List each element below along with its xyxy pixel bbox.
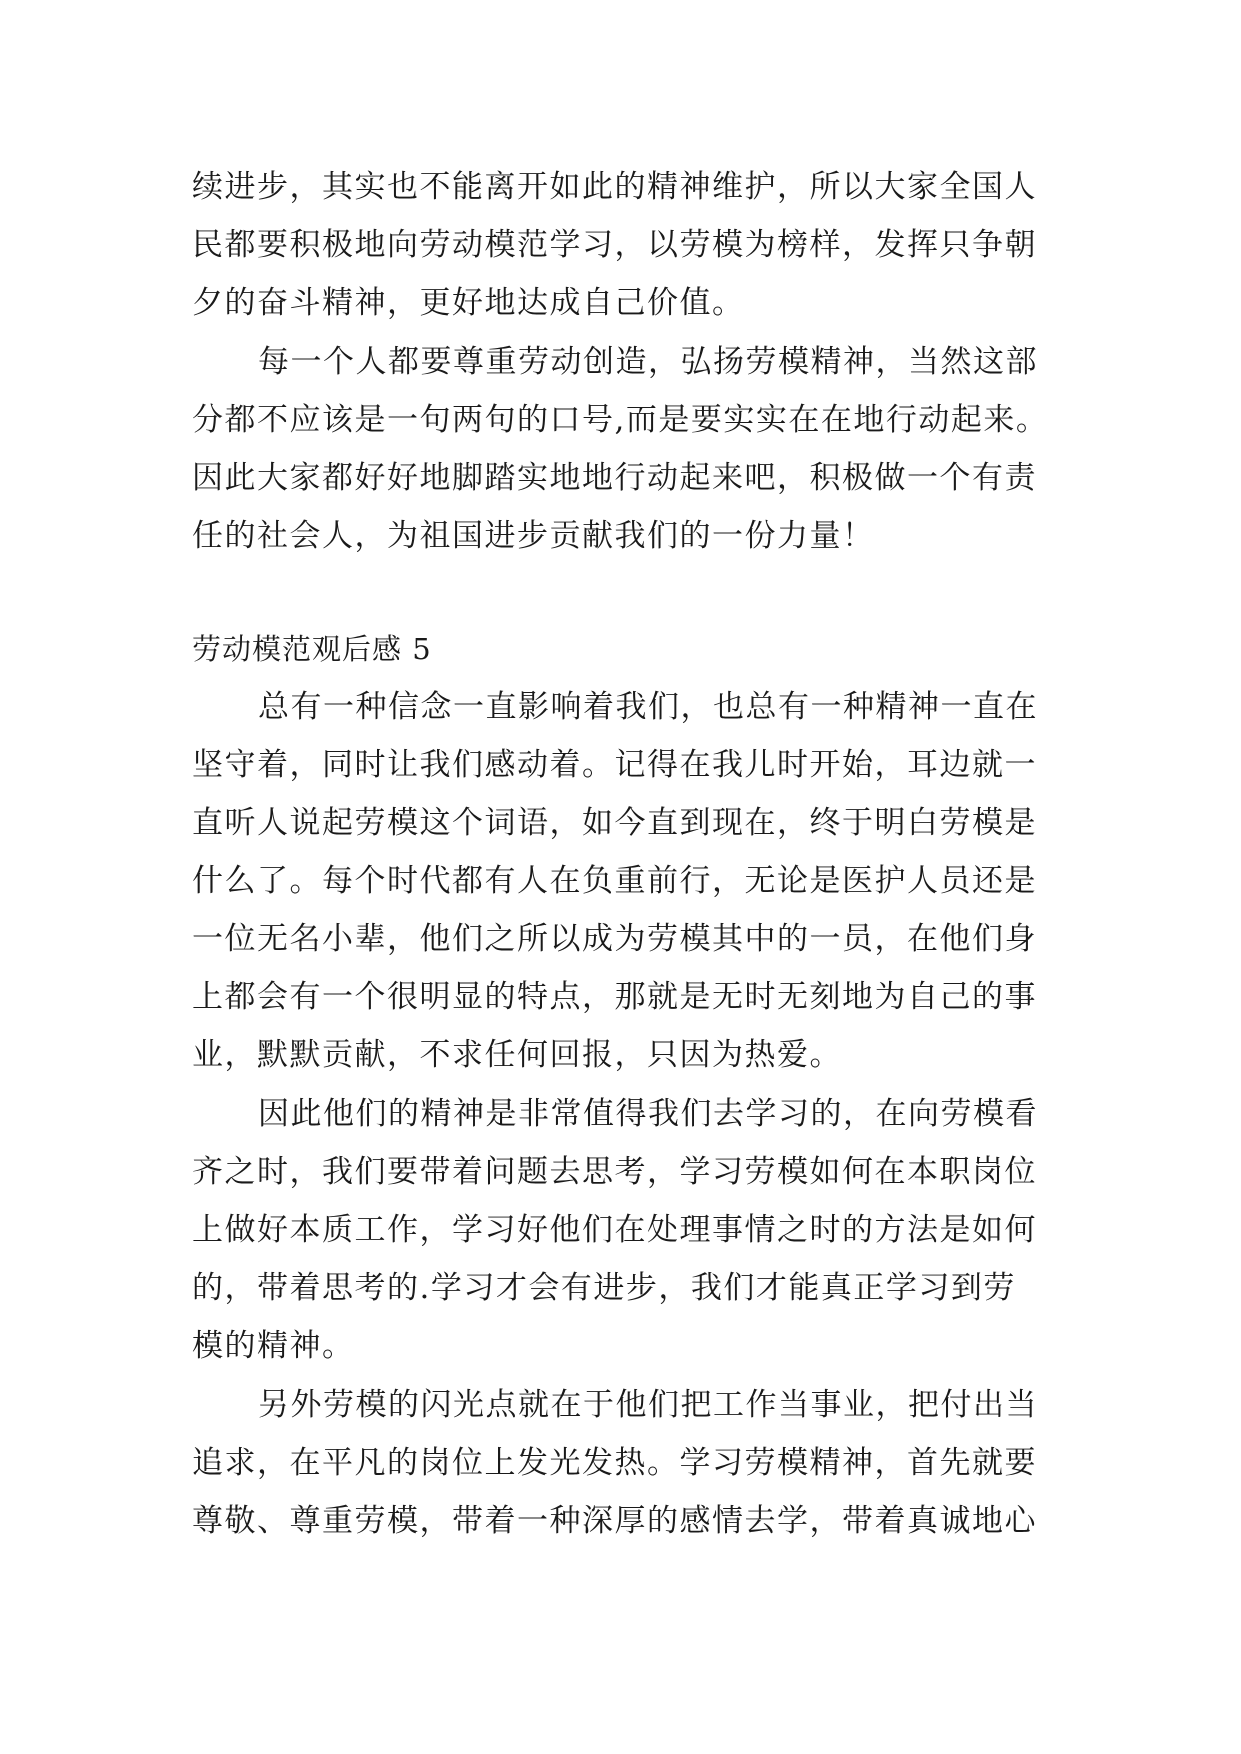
paragraph-continuation <box>192 158 1052 332</box>
text-line: 另外劳模的闪光点就在于他们把工作当事业，把付出当 <box>258 1387 1038 1423</box>
paragraph-highlights <box>192 1376 1052 1550</box>
text-line: 续进步，其实也不能离开如此的精神维护，所以大家全国人 <box>192 169 1037 205</box>
text-line: 每一个人都要尊重劳动创造，弘扬劳模精神，当然这部 <box>258 344 1038 380</box>
text-line: 追求，在平凡的岗位上发光发热。学习劳模精神，首先就要 <box>192 1445 1037 1481</box>
text-line: 什么了。每个时代都有人在负重前行，无论是医护人员还是 <box>192 863 1037 899</box>
text-line: 因此大家都好好地脚踏实地地行动起来吧，积极做一个有责 <box>192 460 1037 496</box>
paragraph-learning <box>192 1085 1052 1375</box>
paragraph-belief <box>192 678 1052 1084</box>
text-line: 总有一种信念一直影响着我们，也总有一种精神一直在 <box>258 689 1038 725</box>
text-line: 齐之时，我们要带着问题去思考，学习劳模如何在本职岗位 <box>192 1154 1037 1190</box>
text-line: 一位无名小辈，他们之所以成为劳模其中的一员，在他们身 <box>192 921 1037 957</box>
text-line: 夕的奋斗精神，更好地达成自己价值。 <box>192 285 745 321</box>
text-line: 分都不应该是一句两句的口号,而是要实实在在地行动起来。 <box>192 402 1049 438</box>
text-line: 上做好本质工作，学习好他们在处理事情之时的方法是如何 <box>192 1212 1037 1248</box>
text-line: 直听人说起劳模这个词语，如今直到现在，终于明白劳模是 <box>192 805 1037 841</box>
text-line: 上都会有一个很明显的特点，那就是无时无刻地为自己的事 <box>192 979 1037 1015</box>
text-line: 坚守着，同时让我们感动着。记得在我儿时开始，耳边就一 <box>192 747 1037 783</box>
text-line: 的，带着思考的.学习才会有进步，我们才能真正学习到劳 <box>192 1270 1016 1306</box>
text-line: 模的精神。 <box>192 1328 355 1364</box>
section-heading: 劳动模范观后感 5 <box>192 632 432 666</box>
text-line: 因此他们的精神是非常值得我们去学习的，在向劳模看 <box>258 1096 1038 1132</box>
text-line: 业，默默贡献，不求任何回报，只因为热爱。 <box>192 1037 842 1073</box>
text-line: 任的社会人，为祖国进步贡献我们的一份力量！ <box>192 518 875 554</box>
text-line: 尊敬、尊重劳模，带着一种深厚的感情去学，带着真诚地心 <box>192 1503 1037 1539</box>
text-line: 民都要积极地向劳动模范学习，以劳模为榜样，发挥只争朝 <box>192 227 1037 263</box>
paragraph-respect-labor <box>192 333 1052 565</box>
